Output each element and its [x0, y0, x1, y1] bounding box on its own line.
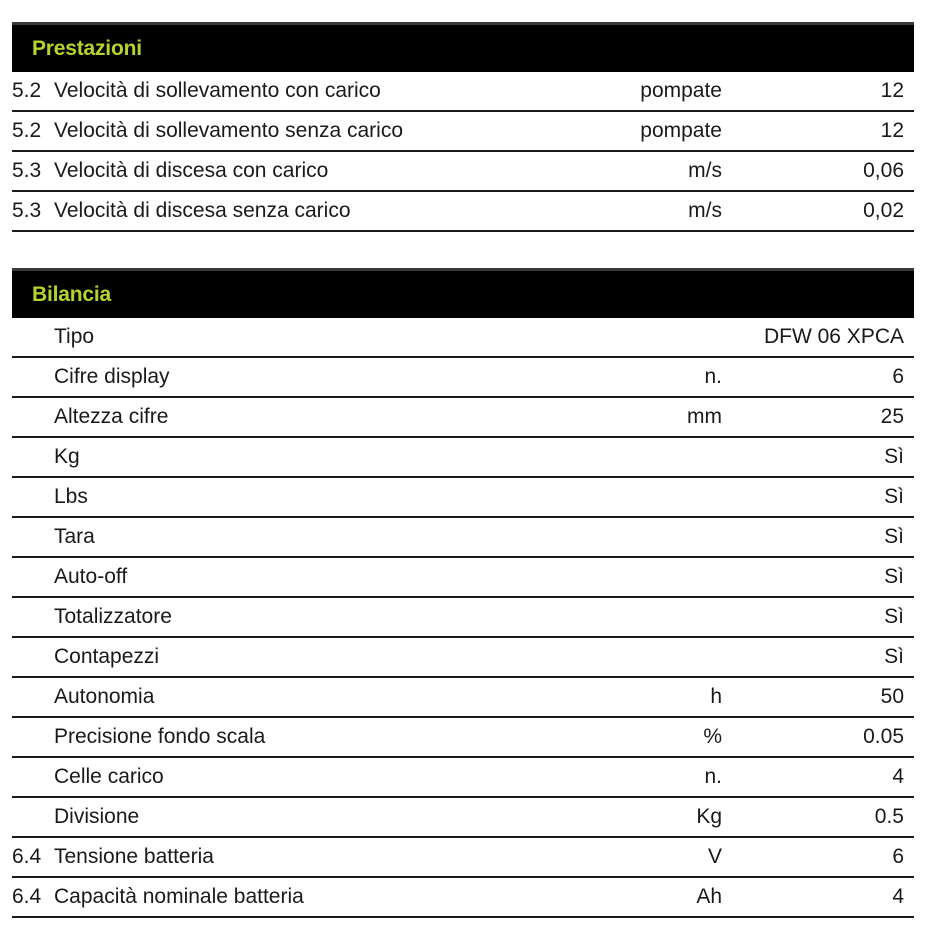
- bilancia-table: [12, 318, 914, 918]
- row-value: 0,02: [863, 199, 904, 222]
- row-label: Precisione fondo scala: [54, 725, 266, 748]
- row-unit: Ah: [696, 885, 722, 908]
- table-row: [12, 478, 914, 518]
- row-label: Tara: [54, 525, 95, 548]
- row-unit: n.: [704, 365, 722, 388]
- table-row: [12, 112, 914, 152]
- row-value: 0.05: [863, 725, 904, 748]
- row-label: Velocità di discesa senza carico: [54, 199, 351, 222]
- row-label: Cifre display: [54, 365, 170, 388]
- row-label: Capacità nominale batteria: [54, 885, 304, 908]
- row-value: Sì: [884, 605, 904, 628]
- row-unit: m/s: [688, 159, 722, 182]
- table-row: [12, 398, 914, 438]
- row-code: 6.4: [12, 885, 42, 908]
- row-value: 12: [880, 119, 904, 142]
- row-label: Celle carico: [54, 765, 164, 788]
- table-row: [12, 758, 914, 798]
- row-value: 0,06: [863, 159, 904, 182]
- table-row: [12, 438, 914, 478]
- row-unit: %: [703, 725, 722, 748]
- row-label: Velocità di sollevamento con carico: [54, 79, 381, 102]
- row-label: Altezza cifre: [54, 405, 169, 428]
- row-value: 6: [892, 365, 904, 388]
- row-value: 50: [880, 685, 904, 708]
- bilancia-title: Bilancia: [32, 282, 111, 306]
- row-unit: n.: [704, 765, 722, 788]
- table-row: [12, 192, 914, 232]
- row-value: 6: [892, 845, 904, 868]
- row-label: Velocità di discesa con carico: [54, 159, 329, 182]
- row-value: Sì: [884, 525, 904, 548]
- row-label: Kg: [54, 445, 80, 468]
- row-unit: h: [710, 685, 722, 708]
- bilancia-header: [12, 268, 914, 318]
- row-value: Sì: [884, 485, 904, 508]
- table-row: [12, 358, 914, 398]
- prestazioni-section: [12, 22, 914, 232]
- row-value: 0.5: [874, 805, 904, 828]
- table-row: [12, 318, 914, 358]
- row-unit: V: [707, 845, 722, 868]
- row-label: Totalizzatore: [54, 605, 172, 628]
- row-code: 5.2: [12, 119, 42, 142]
- table-row: [12, 72, 914, 112]
- row-label: Tipo: [54, 325, 95, 348]
- row-code: 6.4: [12, 845, 42, 868]
- table-row: [12, 518, 914, 558]
- row-value: Sì: [884, 645, 904, 668]
- row-label: Autonomia: [54, 685, 155, 708]
- table-row: [12, 838, 914, 878]
- bilancia-section: [12, 268, 914, 918]
- table-row: [12, 678, 914, 718]
- table-row: [12, 598, 914, 638]
- row-label: Divisione: [54, 805, 140, 828]
- row-unit: Kg: [696, 805, 722, 828]
- row-value: 12: [880, 79, 904, 102]
- row-value: Sì: [884, 445, 904, 468]
- row-label: Velocità di sollevamento senza carico: [54, 119, 404, 142]
- table-row: [12, 152, 914, 192]
- table-row: [12, 798, 914, 838]
- row-code: 5.3: [12, 159, 42, 182]
- row-value: 25: [880, 405, 904, 428]
- table-row: [12, 718, 914, 758]
- row-code: 5.2: [12, 79, 42, 102]
- row-unit: pompate: [640, 119, 722, 142]
- prestazioni-title: Prestazioni: [32, 36, 142, 60]
- table-row: [12, 638, 914, 678]
- prestazioni-header: [12, 22, 914, 72]
- prestazioni-table: [12, 72, 914, 232]
- row-label: Tensione batteria: [54, 845, 214, 868]
- row-value: Sì: [884, 565, 904, 588]
- row-value: 4: [892, 885, 904, 908]
- table-row: [12, 878, 914, 918]
- row-code: 5.3: [12, 199, 42, 222]
- row-value: 4: [892, 765, 904, 788]
- row-value: DFW 06 XPCA: [763, 325, 904, 348]
- row-unit: m/s: [688, 199, 722, 222]
- table-row: [12, 558, 914, 598]
- row-label: Lbs: [54, 485, 88, 508]
- row-unit: pompate: [640, 79, 722, 102]
- row-label: Auto-off: [54, 565, 128, 588]
- row-unit: mm: [687, 405, 722, 428]
- row-label: Contapezzi: [54, 645, 160, 668]
